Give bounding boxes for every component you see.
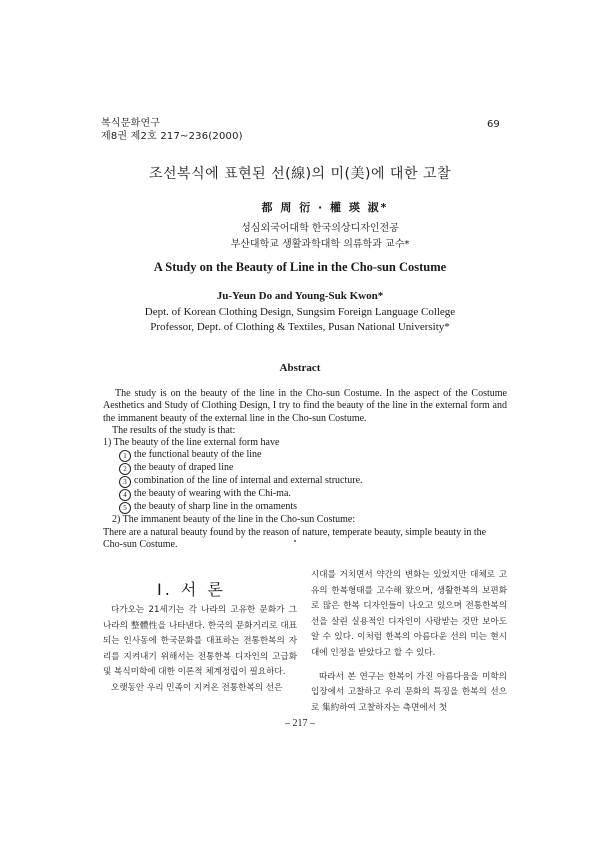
right-paragraph-1: 시대를 거치면서 약간의 변화는 있었지만 대체로 고유의 한복형태를 고수해 왔으며, 생활한복의 보편화로 많은 한복 디자인들이 나오고 있으며 전통한복의 선을 살린 실용적인 디자인이 사랑받는 것만 보아도 알 수 있다. 이처럼 한복의 아름다운 선의 미는 현시대에 인정을 받았다고 할 수 있다.: [311, 570, 507, 658]
footer-page-label: – 217 –: [285, 718, 315, 729]
section-heading: I. 서 론: [157, 580, 226, 599]
circled-number: 3: [119, 476, 131, 488]
left-paragraph-1: 다가오는 21세기는 각 나라의 고유한 문화가 그 나라의 整體性을 나타낸다. 한국의 문화거리로 대표되는 인사동에 한국문화를 대표하는 전통한복의 자리를 지켜내기 위해서는 전통한복 디자인의 고급화 및 복식미학에 대한 이론적 체계정립이 필요하다.: [103, 605, 297, 678]
korean-affiliation-1: 성심외국어대학 한국의상디자인전공: [241, 223, 399, 234]
abstract-item: [103, 462, 507, 475]
abstract-item: [103, 501, 507, 514]
abstract-item-list: [103, 449, 507, 514]
right-paragraph-2: 따라서 본 연구는 한복이 가진 아름다움을 미학의 입장에서 고찰하고 우리 문화의 특징을 한복의 선으로 集約하여 고찰하자는 측면에서 첫: [311, 671, 507, 713]
abstract-point-2: 2) The immanent beauty of the line in the Cho-sun Costume:: [112, 514, 356, 526]
abstract-item: [103, 488, 507, 501]
abstract-item: [103, 475, 507, 488]
page-number: 69: [487, 119, 500, 130]
abstract-point-1: 1) The beauty of the line external form have: [103, 437, 280, 449]
korean-affiliation-2: 부산대학교 생활과학대학 의류학과 교수*: [230, 239, 410, 250]
journal-name: 복식문화연구: [101, 118, 161, 129]
english-affiliation-1: Dept. of Korean Clothing Design, Sungsim Foreign Language College: [144, 306, 456, 318]
abstract-body: [103, 388, 507, 551]
abstract-results-intro: The results of the study is that:: [112, 424, 236, 436]
abstract-conclusion: There are a natural beauty found by the reason of nature, temperate beauty, simple beauty in the Cho-sun Costume.: [103, 526, 487, 551]
right-column: [311, 568, 507, 716]
abstract-item-text: the functional beauty of the line: [134, 449, 262, 461]
english-authors: Ju-Yeun Do and Young-Suk Kwon*: [216, 290, 384, 302]
abstract-item-text: the beauty of sharp line in the ornaments: [134, 501, 298, 513]
circled-number: 5: [119, 502, 131, 514]
left-paragraph-2: 오랫동안 우리 민족이 지켜온 전통한복의 선은: [111, 682, 283, 693]
volume-info: 제8권 제2호 217~236(2000): [101, 131, 243, 142]
print-speck: [294, 540, 296, 542]
korean-title: 조선복식에 표현된 선(線)의 미(美)에 대한 고찰: [149, 166, 451, 182]
english-title: A Study on the Beauty of Line in the Cho-sun Costume: [153, 260, 447, 274]
circled-number: 4: [119, 489, 131, 501]
journal-header: [101, 117, 243, 143]
circled-number: 2: [119, 463, 131, 475]
korean-authors: 都 周 衍 · 權 瑛 淑*: [261, 201, 389, 214]
abstract-item-text: the beauty of draped line: [134, 462, 234, 474]
abstract-intro: The study is on the beauty of the line in the Cho-sun Costume. In the aspect of the Costume Aesthetics and Study of Clothing Design, I try to find the beauty of the line in the external form and the immanent beauty of the external line in the Cho-sun Costume.: [103, 388, 507, 424]
abstract-item-text: the beauty of wearing with the Chi-ma.: [134, 488, 291, 500]
abstract-item: [103, 449, 507, 462]
circled-number: 1: [119, 450, 131, 462]
left-column: [103, 603, 297, 697]
abstract-heading: Abstract: [279, 362, 321, 374]
abstract-item-text: combination of the line of internal and external structure.: [134, 475, 363, 487]
english-affiliation-2: Professor, Dept. of Clothing & Textiles, Pusan National University*: [150, 321, 450, 333]
